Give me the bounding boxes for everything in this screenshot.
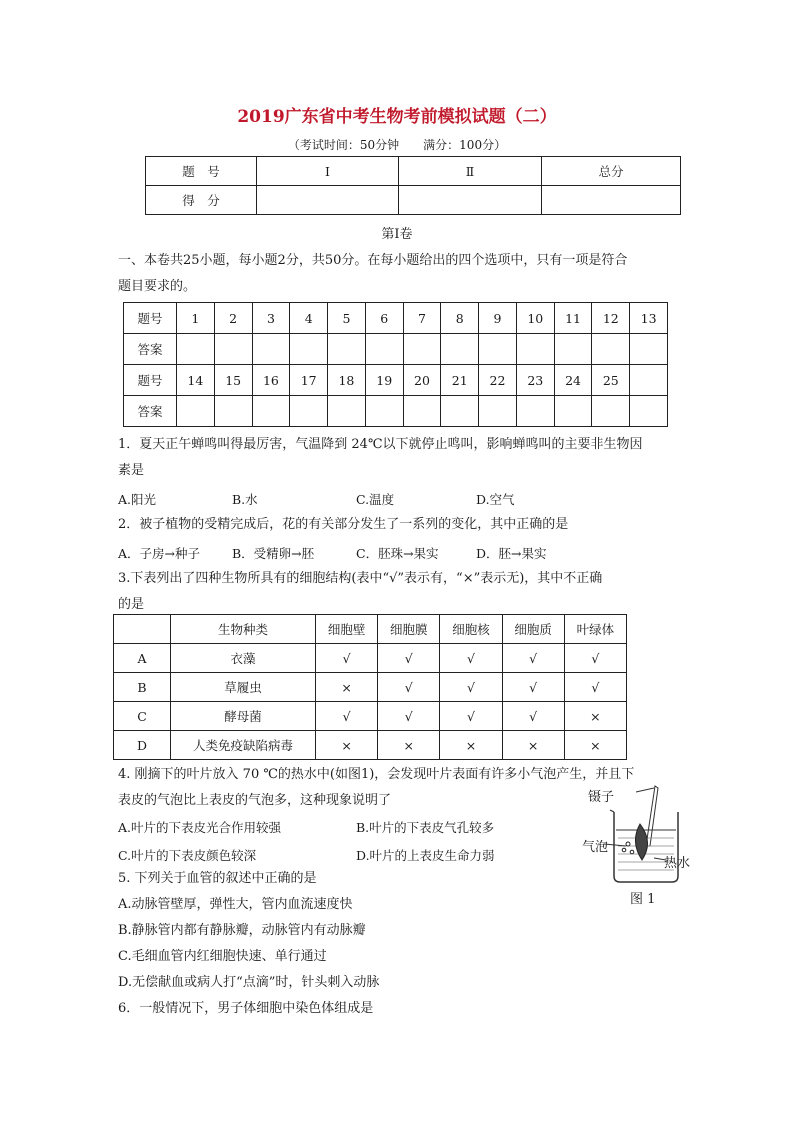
table-header-cell <box>114 615 171 644</box>
q2-stem: 2．被子植物的受精完成后，花的有关部分发生了一系列的变化，其中正确的是 <box>118 517 569 532</box>
organism-name: 人类免疫缺陷病毒 <box>171 731 316 760</box>
structure-mark: √ <box>502 702 564 731</box>
q4-option-d[interactable]: D.叶片的上表皮生命力弱 <box>356 848 495 863</box>
question-number: 21 <box>441 365 479 396</box>
table-row <box>114 673 627 702</box>
question-number: 24 <box>554 365 592 396</box>
answer-cell[interactable] <box>403 334 441 365</box>
q1-option-b[interactable]: B.水 <box>232 492 258 507</box>
question-number: 2 <box>214 303 252 334</box>
score-header-total: 总分 <box>542 157 681 186</box>
q4-option-c[interactable]: C.叶片的下表皮颜色较深 <box>118 848 257 863</box>
q6-stem: 6．一般情况下，男子体细胞中染色体组成是 <box>118 1001 374 1016</box>
label-tweezers: 镊子 <box>588 790 615 805</box>
score-header-label: 题 号 <box>146 157 257 186</box>
figure-caption: 图 1 <box>630 892 656 907</box>
row-label: C <box>114 702 171 731</box>
question-number: 6 <box>365 303 403 334</box>
question-number: 12 <box>592 303 630 334</box>
table-header-cell: 叶绿体 <box>564 615 626 644</box>
answer-cell[interactable] <box>554 396 592 427</box>
organism-name: 酵母菌 <box>171 702 316 731</box>
q5-option-c[interactable]: C.毛细血管内红细胞快速、单行通过 <box>118 949 327 964</box>
q1-stem-line2: 素是 <box>118 463 145 478</box>
structure-mark: √ <box>440 673 502 702</box>
table-row <box>114 702 627 731</box>
answer-cell[interactable] <box>177 396 215 427</box>
structure-mark: × <box>502 731 564 760</box>
organism-name: 草履虫 <box>171 673 316 702</box>
answer-cell[interactable] <box>403 396 441 427</box>
q2-option-c[interactable]: C．胚珠→果实 <box>356 546 439 561</box>
structure-mark: √ <box>440 702 502 731</box>
question-number: 8 <box>441 303 479 334</box>
question-number: 25 <box>592 365 630 396</box>
q4-option-b[interactable]: B.叶片的下表皮气孔较多 <box>356 820 495 835</box>
q1-option-c[interactable]: C.温度 <box>356 492 395 507</box>
answer-cell[interactable] <box>441 334 479 365</box>
q5-option-a[interactable]: A.动脉管壁厚，弹性大，管内血流速度快 <box>118 897 353 912</box>
table-header-cell: 细胞质 <box>502 615 564 644</box>
score-table <box>145 156 681 215</box>
q5-option-d[interactable]: D.无偿献血或病人打“点滴”时，针头刺入动脉 <box>118 975 380 990</box>
table-header-cell: 细胞膜 <box>378 615 440 644</box>
label-hot-water: 热水 <box>664 856 691 871</box>
question-number: 11 <box>554 303 592 334</box>
q3-stem-line1: 3.下表列出了四种生物所具有的细胞结构(表中“√”表示有，“×”表示无)，其中不正确 <box>118 571 603 586</box>
table-row <box>114 731 627 760</box>
q4-option-a[interactable]: A.叶片的下表皮光合作用较强 <box>118 820 282 835</box>
row-label: A <box>114 644 171 673</box>
q5-stem: 5. 下列关于血管的叙述中正确的是 <box>118 871 317 886</box>
answer-cell[interactable] <box>328 334 366 365</box>
section-heading: 第Ⅰ卷 <box>381 227 413 242</box>
answer-table <box>123 302 668 427</box>
answer-cell[interactable] <box>516 334 554 365</box>
question-number: 5 <box>328 303 366 334</box>
exam-info: （考试时间：50分钟 满分：100分） <box>287 138 507 152</box>
table-header-cell: 生物种类 <box>171 615 316 644</box>
answer-cell[interactable] <box>365 396 403 427</box>
organism-name: 衣藻 <box>171 644 316 673</box>
question-number: 9 <box>479 303 517 334</box>
structure-mark: × <box>440 731 502 760</box>
answer-table-label: 题号 <box>124 365 177 396</box>
empty-cell <box>630 365 668 396</box>
label-bubble: 气泡 <box>582 840 609 855</box>
q3-stem-line2: 的是 <box>118 597 145 612</box>
question-number: 18 <box>328 365 366 396</box>
question-number: 13 <box>630 303 668 334</box>
structure-mark: √ <box>564 644 626 673</box>
question-number: 19 <box>365 365 403 396</box>
question-number: 15 <box>214 365 252 396</box>
structure-mark: √ <box>440 644 502 673</box>
structure-mark: × <box>564 731 626 760</box>
structure-mark: √ <box>502 673 564 702</box>
answer-cell[interactable] <box>554 334 592 365</box>
structure-mark: √ <box>378 702 440 731</box>
score-row-label: 得 分 <box>146 186 257 215</box>
cell-structure-table <box>113 614 627 760</box>
question-number: 3 <box>252 303 290 334</box>
q4-stem-line1: 4. 刚摘下的叶片放入 70 ℃的热水中(如图1)，会发现叶片表面有许多小气泡产生，并且下 <box>118 767 635 782</box>
structure-mark: √ <box>564 673 626 702</box>
score-cell[interactable] <box>399 186 542 215</box>
answer-cell[interactable] <box>290 396 328 427</box>
question-number: 22 <box>479 365 517 396</box>
answer-cell[interactable] <box>441 396 479 427</box>
structure-mark: × <box>378 731 440 760</box>
score-header-part2: Ⅱ <box>399 157 542 186</box>
question-number: 10 <box>516 303 554 334</box>
score-cell[interactable] <box>257 186 399 215</box>
question-number: 23 <box>516 365 554 396</box>
structure-mark: × <box>316 731 378 760</box>
answer-cell[interactable] <box>252 396 290 427</box>
table-header-cell: 细胞核 <box>440 615 502 644</box>
answer-cell[interactable] <box>252 334 290 365</box>
question-number: 4 <box>290 303 328 334</box>
structure-mark: × <box>564 702 626 731</box>
q1-option-a[interactable]: A.阳光 <box>118 492 157 507</box>
q1-option-d[interactable]: D.空气 <box>476 492 515 507</box>
question-number: 14 <box>177 365 215 396</box>
structure-mark: √ <box>502 644 564 673</box>
q2-option-d[interactable]: D．胚→果实 <box>476 546 547 561</box>
question-number: 16 <box>252 365 290 396</box>
table-header-cell: 细胞壁 <box>316 615 378 644</box>
question-number: 1 <box>177 303 215 334</box>
q4-stem-line2: 表皮的气泡比上表皮的气泡多，这种现象说明了 <box>118 793 392 808</box>
answer-table-label: 答案 <box>124 396 177 427</box>
instructions-line1: 一、本卷共25小题，每小题2分，共50分。在每小题给出的四个选项中，只有一项是符合 <box>118 253 628 268</box>
structure-mark: √ <box>378 644 440 673</box>
empty-cell <box>630 396 668 427</box>
structure-mark: √ <box>316 644 378 673</box>
answer-cell[interactable] <box>177 334 215 365</box>
row-label: B <box>114 673 171 702</box>
question-number: 17 <box>290 365 328 396</box>
score-header-part1: Ⅰ <box>257 157 399 186</box>
page-title: 2019广东省中考生物考前模拟试题（二） <box>237 107 557 127</box>
answer-cell[interactable] <box>365 334 403 365</box>
answer-cell[interactable] <box>592 334 630 365</box>
row-label: D <box>114 731 171 760</box>
answer-cell[interactable] <box>592 396 630 427</box>
answer-cell[interactable] <box>214 396 252 427</box>
answer-table-label: 答案 <box>124 334 177 365</box>
question-number: 7 <box>403 303 441 334</box>
structure-mark: × <box>316 673 378 702</box>
answer-cell[interactable] <box>630 334 668 365</box>
q5-option-b[interactable]: B.静脉管内都有静脉瓣，动脉管内有动脉瓣 <box>118 923 366 938</box>
q2-option-a[interactable]: A．子房→种子 <box>118 546 201 561</box>
answer-table-label: 题号 <box>124 303 177 334</box>
instructions-line2: 题目要求的。 <box>118 279 197 294</box>
score-cell[interactable] <box>542 186 681 215</box>
table-row <box>114 644 627 673</box>
answer-cell[interactable] <box>328 396 366 427</box>
answer-cell[interactable] <box>479 396 517 427</box>
structure-mark: √ <box>378 673 440 702</box>
answer-cell[interactable] <box>479 334 517 365</box>
q1-stem-line1: 1．夏天正午蝉鸣叫得最厉害，气温降到 24℃以下就停止鸣叫，影响蝉鸣叫的主要非生物因 <box>118 437 643 452</box>
answer-cell[interactable] <box>516 396 554 427</box>
question-number: 20 <box>403 365 441 396</box>
structure-mark: √ <box>316 702 378 731</box>
q2-option-b[interactable]: B．受精卵→胚 <box>232 546 315 561</box>
answer-cell[interactable] <box>290 334 328 365</box>
answer-cell[interactable] <box>214 334 252 365</box>
